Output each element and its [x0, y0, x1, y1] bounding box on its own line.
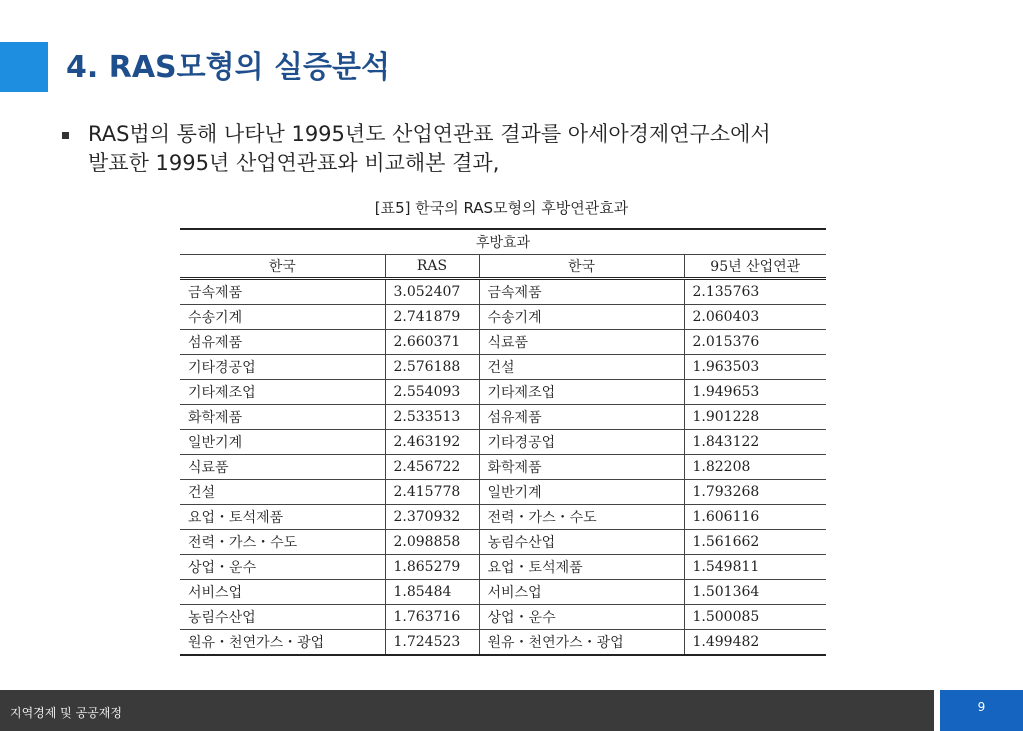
table-row	[180, 580, 826, 605]
table-caption	[0, 197, 1023, 218]
table-cell: 2.415778	[385, 480, 479, 505]
footer-text: 지역경제 및 공공재정	[10, 706, 122, 720]
table-cell: 기타경공업	[180, 355, 385, 380]
table-row	[180, 279, 826, 305]
table-cell: 2.060403	[684, 305, 826, 330]
page-number: 9	[977, 700, 986, 714]
table-cell: 섬유제품	[479, 405, 684, 430]
table-cell: 식료품	[180, 455, 385, 480]
table-cell: 요업・토석제품	[180, 505, 385, 530]
table-cell: 금속제품	[479, 279, 684, 305]
table-cell: 금속제품	[180, 279, 385, 305]
table-cell: 2.463192	[385, 430, 479, 455]
table-cell: 식료품	[479, 330, 684, 355]
table-row	[180, 455, 826, 480]
table-row	[180, 405, 826, 430]
table-cell: 섬유제품	[180, 330, 385, 355]
table-cell: 건설	[180, 480, 385, 505]
table-cell: 일반기계	[180, 430, 385, 455]
table-cell: 상업・운수	[180, 555, 385, 580]
table-cell: 2.576188	[385, 355, 479, 380]
table-header-cell: 한국	[479, 255, 684, 279]
table-cell: 상업・운수	[479, 605, 684, 630]
table-cell: 1.949653	[684, 380, 826, 405]
table-cell: 1.82208	[684, 455, 826, 480]
table-cell: 1.724523	[385, 630, 479, 656]
table-cell: 원유・천연가스・광업	[479, 630, 684, 656]
table-cell: 1.561662	[684, 530, 826, 555]
table-cell: 2.554093	[385, 380, 479, 405]
table-row	[180, 530, 826, 555]
table-cell: 1.501364	[684, 580, 826, 605]
table-cell: 2.456722	[385, 455, 479, 480]
table-cell: 기타제조업	[479, 380, 684, 405]
table-super-header: 후방효과	[180, 229, 826, 255]
table-row	[180, 330, 826, 355]
table-row	[180, 305, 826, 330]
table-cell: 1.606116	[684, 505, 826, 530]
table-row	[180, 605, 826, 630]
table-header-cell: RAS	[385, 255, 479, 279]
table-cell: 원유・천연가스・광업	[180, 630, 385, 656]
table-cell: 2.015376	[684, 330, 826, 355]
table-cell: 1.901228	[684, 405, 826, 430]
table-cell: 수송기계	[479, 305, 684, 330]
table-cell: 요업・토석제품	[479, 555, 684, 580]
table-cell: 기타경공업	[479, 430, 684, 455]
footer-bar	[0, 690, 1023, 731]
bullet-point	[62, 120, 962, 178]
table-cell: 농림수산업	[479, 530, 684, 555]
table-cell: 2.741879	[385, 305, 479, 330]
table-row	[180, 555, 826, 580]
table-header-cell: 한국	[180, 255, 385, 279]
table-cell: 1.85484	[385, 580, 479, 605]
table-cell: 농림수산업	[180, 605, 385, 630]
table-cell: 2.370932	[385, 505, 479, 530]
table-cell: 1.499482	[684, 630, 826, 656]
table-row	[180, 480, 826, 505]
title-accent-bar	[0, 42, 48, 92]
bullet-line-2: 발표한 1995년 산업연관표와 비교해본 결과,	[88, 151, 500, 175]
table-cell: 건설	[479, 355, 684, 380]
table-cell: 1.963503	[684, 355, 826, 380]
table-cell: 전력・가스・수도	[479, 505, 684, 530]
table-cell: 1.843122	[684, 430, 826, 455]
page-number-box	[940, 690, 1023, 731]
table-cell: 1.865279	[385, 555, 479, 580]
table-row	[180, 430, 826, 455]
table-cell: 2.135763	[684, 279, 826, 305]
table-row	[180, 380, 826, 405]
table-cell: 수송기계	[180, 305, 385, 330]
table-cell: 2.660371	[385, 330, 479, 355]
table-cell: 1.793268	[684, 480, 826, 505]
table-cell: 화학제품	[180, 405, 385, 430]
bullet-text	[88, 120, 962, 178]
table-caption-text: [표5] 한국의 RAS모형의 후방연관효과	[374, 199, 629, 217]
table-cell: 1.500085	[684, 605, 826, 630]
table-header-cell: 95년 산업연관	[684, 255, 826, 279]
table-cell: 2.098858	[385, 530, 479, 555]
table-cell: 서비스업	[479, 580, 684, 605]
table-cell: 기타제조업	[180, 380, 385, 405]
backward-linkage-table	[180, 228, 826, 656]
bullet-marker	[62, 132, 69, 139]
table-row	[180, 355, 826, 380]
table-cell: 2.533513	[385, 405, 479, 430]
table-cell: 1.763716	[385, 605, 479, 630]
table-cell: 전력・가스・수도	[180, 530, 385, 555]
table-cell: 3.052407	[385, 279, 479, 305]
table-row	[180, 505, 826, 530]
table-cell: 일반기계	[479, 480, 684, 505]
slide-title: 4. RAS모형의 실증분석	[66, 50, 390, 85]
bullet-line-1: RAS법의 통해 나타난 1995년도 산업연관표 결과를 아세아경제연구소에서	[88, 122, 771, 146]
table-header-row	[180, 255, 826, 279]
table-row	[180, 630, 826, 656]
table-cell: 서비스업	[180, 580, 385, 605]
table-cell: 화학제품	[479, 455, 684, 480]
table-body	[180, 279, 826, 656]
table-cell: 1.549811	[684, 555, 826, 580]
